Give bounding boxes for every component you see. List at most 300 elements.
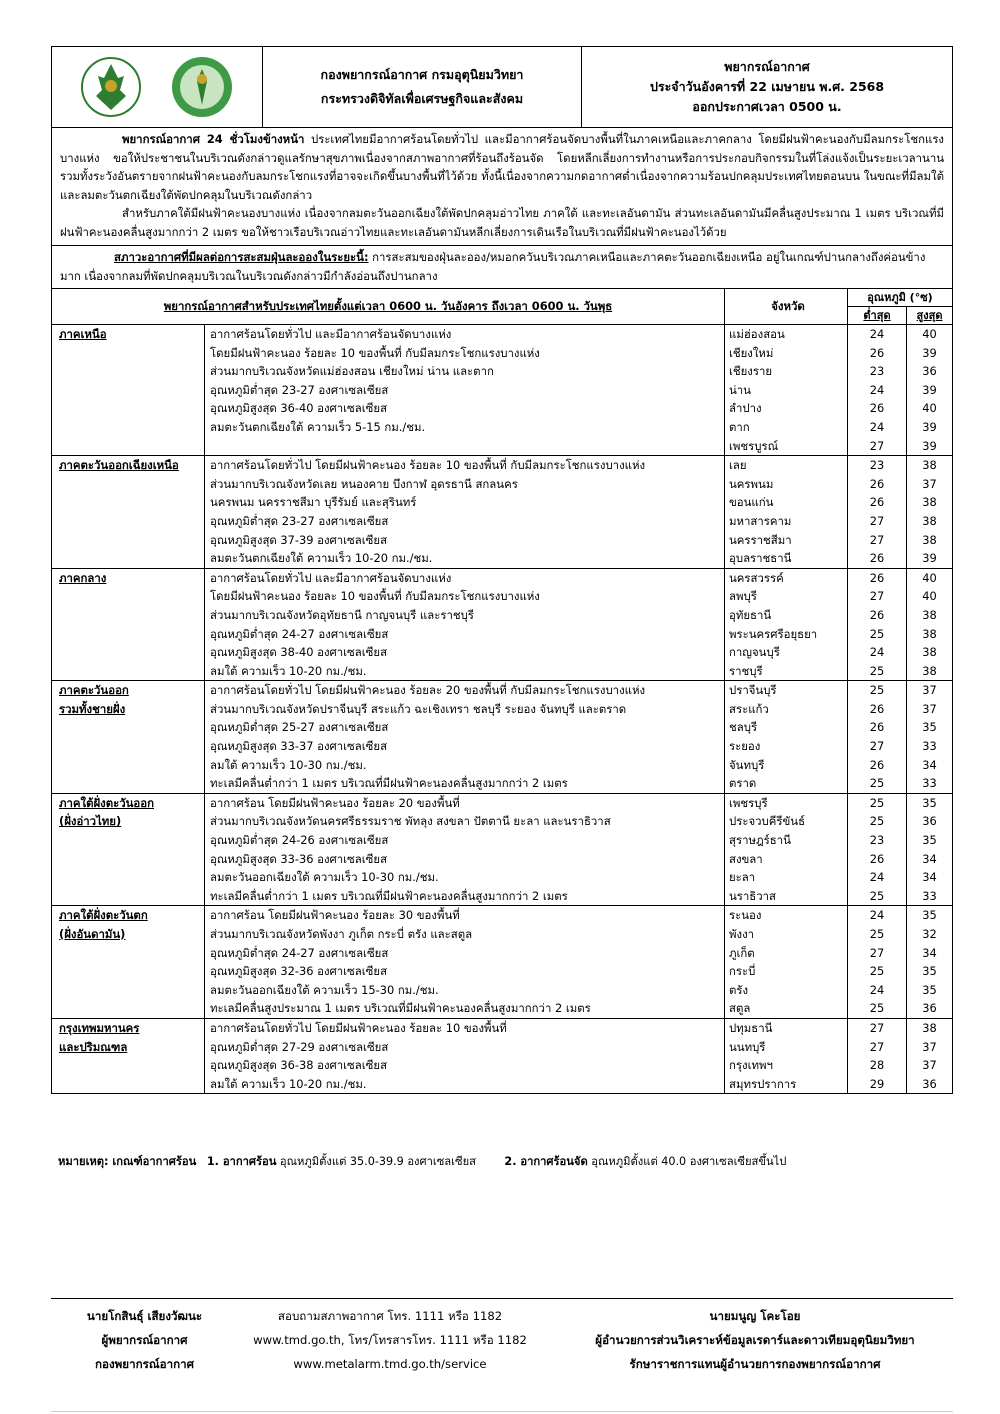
tmd-logo-icon bbox=[170, 55, 234, 119]
table-row bbox=[52, 756, 952, 775]
region-name-cell bbox=[52, 362, 204, 381]
description-line: อากาศร้อนโดยทั่วไป โดยมีฝนฟ้าคะนอง ร้อยละ 10 ของพื้นที่ กับมีลมกระโชกแรงบางแห่ง bbox=[204, 456, 724, 475]
temp-min: 27 bbox=[848, 1038, 907, 1057]
province-name: กระบี่ bbox=[725, 962, 848, 981]
description-line bbox=[204, 437, 724, 456]
temp-max: 38 bbox=[907, 606, 953, 625]
temp-min: 27 bbox=[848, 512, 907, 531]
temp-max: 33 bbox=[907, 887, 953, 906]
province-name: ยะลา bbox=[725, 868, 848, 887]
region-description-cell bbox=[204, 1018, 725, 1037]
table-row bbox=[52, 606, 952, 625]
province-name: ระนอง bbox=[725, 906, 848, 925]
temp-max: 35 bbox=[907, 831, 953, 850]
region-name-cell bbox=[52, 850, 204, 869]
temp-max: 40 bbox=[907, 399, 953, 418]
temp-min: 24 bbox=[848, 418, 907, 437]
province-name: น่าน bbox=[725, 381, 848, 400]
table-row bbox=[52, 399, 952, 418]
temp-max: 39 bbox=[907, 344, 953, 363]
table-row bbox=[52, 887, 952, 906]
temp-max: 36 bbox=[907, 1075, 953, 1094]
region-description-cell bbox=[204, 606, 725, 625]
region-name-cell bbox=[52, 418, 204, 437]
table-row bbox=[52, 1056, 952, 1075]
description-line: ลมตะวันออกเฉียงใต้ ความเร็ว 10-30 กม./ชม. bbox=[204, 868, 724, 887]
temp-min: 26 bbox=[848, 475, 907, 494]
province-name: นครราชสีมา bbox=[725, 531, 848, 550]
temp-max: 34 bbox=[907, 868, 953, 887]
region-name-cell bbox=[52, 1056, 204, 1075]
logos bbox=[52, 47, 263, 127]
temp-min: 25 bbox=[848, 812, 907, 831]
province-name: ชลบุรี bbox=[725, 718, 848, 737]
region-name-cell bbox=[52, 456, 204, 475]
description-line: อากาศร้อนโดยทั่วไป และมีอากาศร้อนจัดบางแห่ง bbox=[204, 569, 724, 588]
temp-min: 26 bbox=[848, 850, 907, 869]
temp-min: 25 bbox=[848, 625, 907, 644]
description-line: อากาศร้อน โดยมีฝนฟ้าคะนอง ร้อยละ 20 ของพื้นที่ bbox=[204, 794, 724, 813]
province-name: ตรัง bbox=[725, 981, 848, 1000]
temp-max: 32 bbox=[907, 925, 953, 944]
dust-lead: สภาวะอากาศที่มีผลต่อการสะสมฝุ่นละอองในระยะนี้: bbox=[114, 250, 369, 264]
table-row bbox=[52, 437, 952, 456]
province-name: ขอนแก่น bbox=[725, 493, 848, 512]
table-row bbox=[52, 475, 952, 494]
forecaster-name: นายโกสินธุ์ เสียงวัฒนะ bbox=[86, 1309, 203, 1323]
province-name: นราธิวาส bbox=[725, 887, 848, 906]
table-row bbox=[52, 962, 952, 981]
region-name-cell bbox=[52, 944, 204, 963]
temp-max: 36 bbox=[907, 812, 953, 831]
description-line: ทะเลมีคลื่นสูงประมาณ 1 เมตร บริเวณที่มีฝนฟ้าคะนองคลื่นสูงมากกว่า 2 เมตร bbox=[204, 999, 724, 1018]
temp-max: 35 bbox=[907, 718, 953, 737]
temp-max: 39 bbox=[907, 381, 953, 400]
temp-min: 26 bbox=[848, 568, 907, 587]
description-line: ลมใต้ ความเร็ว 10-30 กม./ชม. bbox=[204, 756, 724, 775]
table-row bbox=[52, 925, 952, 944]
region-description-cell bbox=[204, 718, 725, 737]
temp-max: 37 bbox=[907, 1038, 953, 1057]
temp-min: 24 bbox=[848, 868, 907, 887]
region-name-cell bbox=[52, 493, 204, 512]
temp-max: 37 bbox=[907, 1056, 953, 1075]
province-name: พังงา bbox=[725, 925, 848, 944]
regional-forecast-table bbox=[52, 289, 952, 1093]
temp-min: 27 bbox=[848, 587, 907, 606]
temp-min: 27 bbox=[848, 1018, 907, 1037]
table-row bbox=[52, 718, 952, 737]
region-description-cell bbox=[204, 1056, 725, 1075]
province-name: อุทัยธานี bbox=[725, 606, 848, 625]
region-name-cell bbox=[52, 625, 204, 644]
region-name: ภาคใต้ฝั่งตะวันออก bbox=[59, 795, 154, 810]
description-line: ทะเลมีคลื่นต่ำกว่า 1 เมตร บริเวณที่มีฝนฟ้าคะนองคลื่นสูงมากกว่า 2 เมตร bbox=[204, 887, 724, 906]
region-name: ภาคเหนือ bbox=[59, 327, 107, 341]
description-line: อุณหภูมิต่ำสุด 24-27 องศาเซลเซียส bbox=[204, 944, 724, 963]
temp-min: 26 bbox=[848, 344, 907, 363]
forecast-date: ประจำวันอังคารที่ 22 เมษายน พ.ศ. 2568 bbox=[649, 79, 885, 94]
region-name-cell bbox=[52, 812, 204, 831]
description-line: ทะเลมีคลื่นต่ำกว่า 1 เมตร บริเวณที่มีฝนฟ้าคะนองคลื่นสูงมากกว่า 2 เมตร bbox=[204, 774, 724, 793]
temp-max: 38 bbox=[907, 456, 953, 475]
table-row bbox=[52, 812, 952, 831]
temp-max: 35 bbox=[907, 981, 953, 1000]
province-name: พระนครศรีอยุธยา bbox=[725, 625, 848, 644]
province-name: เลย bbox=[725, 456, 848, 475]
temp-min: 25 bbox=[848, 962, 907, 981]
description-line: ลมใต้ ความเร็ว 10-20 กม./ชม. bbox=[204, 1075, 724, 1094]
summary-lead: พยากรณ์อากาศ 24 ชั่วโมงข้างหน้า bbox=[122, 132, 305, 146]
province-name: สงขลา bbox=[725, 850, 848, 869]
table-row bbox=[52, 381, 952, 400]
temp-min: 27 bbox=[848, 944, 907, 963]
region-name-cell bbox=[52, 737, 204, 756]
contact-service-url[interactable]: www.metalarm.tmd.go.th/service bbox=[293, 1357, 487, 1371]
description-line: อุณหภูมิสูงสุด 36-38 องศาเซลเซียส bbox=[204, 1056, 724, 1075]
dust-text: การสะสมของฝุ่นละออง/หมอกควันบริเวณภาคเหนือและภาคตะวันออกเฉียงเหนือ อยู่ในเกณฑ์ปานกลางถึงค่อนข้างมาก เนื่องจากลมที่พัดปกคลุมบริเวณในบริเวณดังกล่าวมีกำลังอ่อนถึงปานกลาง bbox=[60, 250, 926, 283]
region-description-cell bbox=[204, 1075, 725, 1094]
table-row bbox=[52, 587, 952, 606]
region-name-cell bbox=[52, 381, 204, 400]
forecast-document bbox=[51, 46, 953, 1094]
regions-body bbox=[52, 325, 952, 1094]
issue-time: ออกประกาศเวลา 0500 น. bbox=[692, 99, 842, 114]
description-line: อุณหภูมิสูงสุด 32-36 องศาเซลเซียส bbox=[204, 962, 724, 981]
region-name-cell bbox=[52, 774, 204, 793]
table-row bbox=[52, 700, 952, 719]
dust-section bbox=[52, 246, 952, 289]
region-description-cell bbox=[204, 325, 725, 344]
description-line: อุณหภูมิต่ำสุด 27-29 องศาเซลเซียส bbox=[204, 1038, 724, 1057]
temp-min: 25 bbox=[848, 999, 907, 1018]
temp-min: 23 bbox=[848, 831, 907, 850]
temp-min: 26 bbox=[848, 549, 907, 568]
region-description-cell bbox=[204, 774, 725, 793]
temp-max: 38 bbox=[907, 493, 953, 512]
temp-min: 23 bbox=[848, 362, 907, 381]
region-description-cell bbox=[204, 512, 725, 531]
table-row bbox=[52, 362, 952, 381]
description-line: อุณหภูมิต่ำสุด 24-26 องศาเซลเซียส bbox=[204, 831, 724, 850]
province-name: จันทบุรี bbox=[725, 756, 848, 775]
region-name-cell bbox=[52, 399, 204, 418]
table-row bbox=[52, 1075, 952, 1094]
region-name-cell bbox=[52, 718, 204, 737]
region-name: และปริมณฑล bbox=[59, 1039, 128, 1054]
description-line: อุณหภูมิต่ำสุด 25-27 องศาเซลเซียส bbox=[204, 718, 724, 737]
table-row bbox=[52, 512, 952, 531]
region-description-cell bbox=[204, 344, 725, 363]
temp-min: 27 bbox=[848, 737, 907, 756]
region-name-cell bbox=[52, 793, 204, 812]
province-name: เพชรบุรี bbox=[725, 793, 848, 812]
temp-max: 40 bbox=[907, 568, 953, 587]
region-description-cell bbox=[204, 868, 725, 887]
region-description-cell bbox=[204, 399, 725, 418]
region-name-cell bbox=[52, 325, 204, 344]
table-row bbox=[52, 999, 952, 1018]
region-name-cell bbox=[52, 437, 204, 456]
province-name: นนทบุรี bbox=[725, 1038, 848, 1057]
table-row bbox=[52, 737, 952, 756]
note-veryhot-label: 2. อากาศร้อนจัด bbox=[504, 1155, 588, 1168]
table-row bbox=[52, 831, 952, 850]
region-name-cell bbox=[52, 700, 204, 719]
region-description-cell bbox=[204, 681, 725, 700]
region-description-cell bbox=[204, 700, 725, 719]
temp-min: 27 bbox=[848, 437, 907, 456]
region-description-cell bbox=[204, 850, 725, 869]
temp-max: 37 bbox=[907, 700, 953, 719]
region-name: ภาคใต้ฝั่งตะวันตก bbox=[59, 908, 148, 923]
temp-max: 33 bbox=[907, 737, 953, 756]
region-name-cell bbox=[52, 999, 204, 1018]
note-lead: หมายเหตุ: เกณฑ์อากาศร้อน bbox=[58, 1155, 197, 1168]
table-row bbox=[52, 549, 952, 568]
note-veryhot-text: อุณหภูมิตั้งแต่ 40.0 องศาเซลเซียสขึ้นไป bbox=[591, 1155, 787, 1168]
temp-min: 26 bbox=[848, 606, 907, 625]
region-name-cell bbox=[52, 1038, 204, 1057]
director-acting: รักษาราชการแทนผู้อำนวยการกองพยากรณ์อากาศ bbox=[629, 1357, 881, 1371]
province-name: ลำปาง bbox=[725, 399, 848, 418]
temp-max: 39 bbox=[907, 549, 953, 568]
region-description-cell bbox=[204, 493, 725, 512]
province-name: ประจวบคีรีขันธ์ bbox=[725, 812, 848, 831]
province-name: ตราด bbox=[725, 774, 848, 793]
region-description-cell bbox=[204, 793, 725, 812]
temp-max: 37 bbox=[907, 681, 953, 700]
temp-min: 25 bbox=[848, 887, 907, 906]
table-row bbox=[52, 981, 952, 1000]
table-row bbox=[52, 643, 952, 662]
region-name-cell bbox=[52, 906, 204, 925]
region-description-cell bbox=[204, 531, 725, 550]
description-line: อุณหภูมิสูงสุด 33-36 องศาเซลเซียส bbox=[204, 850, 724, 869]
forecaster-title: ผู้พยากรณ์อากาศ bbox=[101, 1333, 188, 1347]
region-name-cell bbox=[52, 681, 204, 700]
header bbox=[52, 47, 952, 128]
temp-max: 40 bbox=[907, 325, 953, 344]
province-name: สตูล bbox=[725, 999, 848, 1018]
province-header: จังหวัด bbox=[771, 298, 805, 313]
table-row bbox=[52, 944, 952, 963]
temp-max: 35 bbox=[907, 962, 953, 981]
region-name-cell bbox=[52, 962, 204, 981]
region-description-cell bbox=[204, 999, 725, 1018]
director-title: ผู้อำนวยการส่วนวิเคราะห์ข้อมูลเรดาร์และดาวเทียมอุตุนิยมวิทยา bbox=[595, 1333, 915, 1347]
province-name: เพชรบูรณ์ bbox=[725, 437, 848, 456]
province-name: นครพนม bbox=[725, 475, 848, 494]
region-description-cell bbox=[204, 437, 725, 456]
temp-min: 24 bbox=[848, 906, 907, 925]
province-name: กรุงเทพฯ bbox=[725, 1056, 848, 1075]
table-row bbox=[52, 493, 952, 512]
region-description-cell bbox=[204, 662, 725, 681]
temp-max: 35 bbox=[907, 793, 953, 812]
description-line: ส่วนมากบริเวณจังหวัดนครศรีธรรมราช พัทลุง สงขลา ปัตตานี ยะลา และนราธิวาส bbox=[204, 812, 724, 831]
province-name: นครสวรรค์ bbox=[725, 568, 848, 587]
temp-max: 38 bbox=[907, 643, 953, 662]
description-line: นครพนม นครราชสีมา บุรีรัมย์ และสุรินทร์ bbox=[204, 493, 724, 512]
bottom-rule bbox=[51, 1411, 953, 1412]
description-line: อากาศร้อนโดยทั่วไป และมีอากาศร้อนจัดบางแห่ง bbox=[204, 325, 724, 344]
region-name-cell bbox=[52, 512, 204, 531]
temp-min: 25 bbox=[848, 681, 907, 700]
province-name: สระแก้ว bbox=[725, 700, 848, 719]
province-name: แม่ฮ่องสอน bbox=[725, 325, 848, 344]
forecast-title: พยากรณ์อากาศ bbox=[724, 59, 810, 74]
region-description-cell bbox=[204, 981, 725, 1000]
region-description-cell bbox=[204, 381, 725, 400]
ministry-logo-icon bbox=[80, 56, 142, 118]
temp-min: 25 bbox=[848, 793, 907, 812]
temp-min: 24 bbox=[848, 381, 907, 400]
note-hot-text: อุณหภูมิตั้งแต่ 35.0-39.9 องศาเซลเซียส bbox=[279, 1155, 476, 1168]
temp-min: 25 bbox=[848, 662, 907, 681]
temp-max: 39 bbox=[907, 418, 953, 437]
description-line: อุณหภูมิสูงสุด 37-39 องศาเซลเซียส bbox=[204, 531, 724, 550]
region-description-cell bbox=[204, 925, 725, 944]
temp-max: 40 bbox=[907, 587, 953, 606]
summary-text-1: ประเทศไทยมีอากาศร้อนโดยทั่วไป และมีอากาศร้อนจัดบางพื้นที่ในภาคเหนือและภาคกลาง โดยมีฝนฟ้าคะนองกับมีลมกระโชกแรงบางแห่ง ขอให้ประชาชนในบริเวณดังกล่าวดูแลรักษาสุขภาพเนื่องจากสภาพอากาศที่ร้อนถึงร้อนจัด โดยหลีกเลี่ยงการทำงานหรือการประกอบกิจกรรมในที่โล่งแจ้งเป็นระยะเวลานาน รวมทั้งระวังอันตรายจากฝนฟ้าคะนองกับลมกระโชกแรงที่อาจจะเกิดขึ้นบางพื้นที่ไว้ด้วย ทั้งนี้เนื่องจากความกดอากาศต่ำเนื่องจากความร้อนปกคลุมประเทศไทยตอนบน ในขณะที่มีลมใต้และลมตะวันตกเฉียงใต้พัดปกคลุมในบริเวณดังกล่าว bbox=[60, 132, 944, 202]
note-hot-label: 1. อากาศร้อน bbox=[206, 1155, 277, 1168]
description-line: ลมตะวันตกเฉียงใต้ ความเร็ว 5-15 กม./ชม. bbox=[204, 418, 724, 437]
region-description-cell bbox=[204, 625, 725, 644]
region-description-cell bbox=[204, 737, 725, 756]
region-name: ภาคตะวันออก bbox=[59, 683, 129, 698]
temp-max: 36 bbox=[907, 999, 953, 1018]
region-name-cell bbox=[52, 925, 204, 944]
region-description-cell bbox=[204, 456, 725, 475]
region-name: ภาคกลาง bbox=[59, 570, 107, 585]
temp-max: 37 bbox=[907, 475, 953, 494]
region-description-cell bbox=[204, 549, 725, 568]
region-name-cell bbox=[52, 1075, 204, 1094]
temp-max: 33 bbox=[907, 774, 953, 793]
department-block bbox=[263, 47, 582, 127]
contact-website[interactable]: www.tmd.go.th, โทร/โทรสารโทร. 1111 หรือ 1182 bbox=[253, 1333, 527, 1347]
temp-min: 26 bbox=[848, 700, 907, 719]
temp-min: 26 bbox=[848, 493, 907, 512]
temp-min: 29 bbox=[848, 1075, 907, 1094]
table-row bbox=[52, 1038, 952, 1057]
table-row bbox=[52, 793, 952, 812]
temp-min: 25 bbox=[848, 925, 907, 944]
province-name: ปทุมธานี bbox=[725, 1018, 848, 1037]
description-line: อากาศร้อนโดยทั่วไป โดยมีฝนฟ้าคะนอง ร้อยละ 10 ของพื้นที่ bbox=[204, 1019, 724, 1038]
region-name-cell bbox=[52, 831, 204, 850]
summary-section bbox=[52, 128, 952, 246]
province-name: อุบลราชธานี bbox=[725, 549, 848, 568]
description-line: ส่วนมากบริเวณจังหวัดพังงา ภูเก็ต กระบี่ ตรัง และสตูล bbox=[204, 925, 724, 944]
forecast-title-block bbox=[582, 47, 952, 127]
region-description-cell bbox=[204, 568, 725, 587]
description-line: อุณหภูมิสูงสุด 33-37 องศาเซลเซียส bbox=[204, 737, 724, 756]
max-header: สูงสุด bbox=[916, 309, 943, 322]
temp-min: 23 bbox=[848, 456, 907, 475]
footer-middle bbox=[240, 1304, 540, 1376]
description-line: อุณหภูมิสูงสุด 36-40 องศาเซลเซียส bbox=[204, 399, 724, 418]
table-row bbox=[52, 568, 952, 587]
table-row bbox=[52, 418, 952, 437]
description-line: อุณหภูมิต่ำสุด 23-27 องศาเซลเซียส bbox=[204, 512, 724, 531]
temp-max: 38 bbox=[907, 512, 953, 531]
note bbox=[58, 1152, 786, 1170]
contact-phone: สอบถามสภาพอากาศ โทร. 1111 หรือ 1182 bbox=[277, 1309, 503, 1323]
table-row bbox=[52, 681, 952, 700]
region-name-cell bbox=[52, 1018, 204, 1037]
region-description-cell bbox=[204, 831, 725, 850]
province-name: ภูเก็ต bbox=[725, 944, 848, 963]
temp-min: 28 bbox=[848, 1056, 907, 1075]
region-name-cell bbox=[52, 868, 204, 887]
description-line: อุณหภูมิต่ำสุด 23-27 องศาเซลเซียส bbox=[204, 381, 724, 400]
table-row bbox=[52, 456, 952, 475]
region-description-cell bbox=[204, 362, 725, 381]
province-name: ระยอง bbox=[725, 737, 848, 756]
region-name-cell bbox=[52, 643, 204, 662]
description-line: อุณหภูมิสูงสุด 38-40 องศาเซลเซียส bbox=[204, 643, 724, 662]
table-row bbox=[52, 531, 952, 550]
description-line: อากาศร้อน โดยมีฝนฟ้าคะนอง ร้อยละ 30 ของพื้นที่ bbox=[204, 906, 724, 925]
region-name-cell bbox=[52, 475, 204, 494]
min-header: ต่ำสุด bbox=[863, 309, 891, 322]
region-description-cell bbox=[204, 1038, 725, 1057]
table-title: พยากรณ์อากาศสำหรับประเทศไทยตั้งแต่เวลา 0600 น. วันอังคาร ถึงเวลา 0600 น. วันพุธ bbox=[163, 298, 613, 313]
region-description-cell bbox=[204, 962, 725, 981]
description-line: อุณหภูมิต่ำสุด 24-27 องศาเซลเซียส bbox=[204, 625, 724, 644]
region-description-cell bbox=[204, 906, 725, 925]
ministry-name: กระทรวงดิจิทัลเพื่อเศรษฐกิจและสังคม bbox=[320, 91, 524, 106]
temp-max: 38 bbox=[907, 1018, 953, 1037]
region-name-cell bbox=[52, 756, 204, 775]
region-name-cell bbox=[52, 587, 204, 606]
region-description-cell bbox=[204, 887, 725, 906]
description-line: ส่วนมากบริเวณจังหวัดอุทัยธานี กาญจนบุรี และราชบุรี bbox=[204, 606, 724, 625]
region-description-cell bbox=[204, 944, 725, 963]
region-name-cell bbox=[52, 662, 204, 681]
region-description-cell bbox=[204, 643, 725, 662]
table-row bbox=[52, 344, 952, 363]
region-name-cell bbox=[52, 981, 204, 1000]
table-row bbox=[52, 662, 952, 681]
region-description-cell bbox=[204, 756, 725, 775]
temp-max: 34 bbox=[907, 850, 953, 869]
region-name-cell bbox=[52, 606, 204, 625]
region-name: (ฝั่งอ่าวไทย) bbox=[59, 814, 122, 829]
region-name: รวมทั้งชายฝั่ง bbox=[59, 701, 126, 716]
summary-paragraph-1 bbox=[60, 130, 944, 204]
region-name: ภาคตะวันออกเฉียงเหนือ bbox=[59, 458, 179, 473]
temp-header: อุณหภูมิ (°ซ) bbox=[867, 291, 933, 304]
temp-min: 27 bbox=[848, 531, 907, 550]
temp-max: 34 bbox=[907, 944, 953, 963]
province-name: เชียงใหม่ bbox=[725, 344, 848, 363]
region-description-cell bbox=[204, 812, 725, 831]
footer-right bbox=[560, 1304, 950, 1376]
region-description-cell bbox=[204, 475, 725, 494]
province-name: ตาก bbox=[725, 418, 848, 437]
temp-max: 36 bbox=[907, 362, 953, 381]
summary-paragraph-2: สำหรับภาคใต้มีฝนฟ้าคะนองบางแห่ง เนื่องจากลมตะวันออกเฉียงใต้พัดปกคลุมอ่าวไทย ภาคใต้ และทะเลอันดามัน ส่วนทะเลอันดามันมีคลื่นสูงประมาณ 1 เมตร บริเวณที่มีฝนฟ้าคะนองคลื่นสูงมากกว่า 2 เมตร ขอให้ชาวเรือบริเวณอ่าวไทยและทะเลอันดามันหลีกเลี่ยงการเดินเรือในบริเวณที่มีฝนฟ้าคะนองไว้ด้วย bbox=[60, 206, 944, 239]
footer-divider bbox=[51, 1298, 953, 1299]
forecaster-division: กองพยากรณ์อากาศ bbox=[95, 1357, 194, 1371]
province-name: สมุทรปราการ bbox=[725, 1075, 848, 1094]
table-row bbox=[52, 868, 952, 887]
temp-min: 24 bbox=[848, 643, 907, 662]
description-line: ส่วนมากบริเวณจังหวัดเลย หนองคาย บึงกาฬ อุดรธานี สกลนคร bbox=[204, 475, 724, 494]
